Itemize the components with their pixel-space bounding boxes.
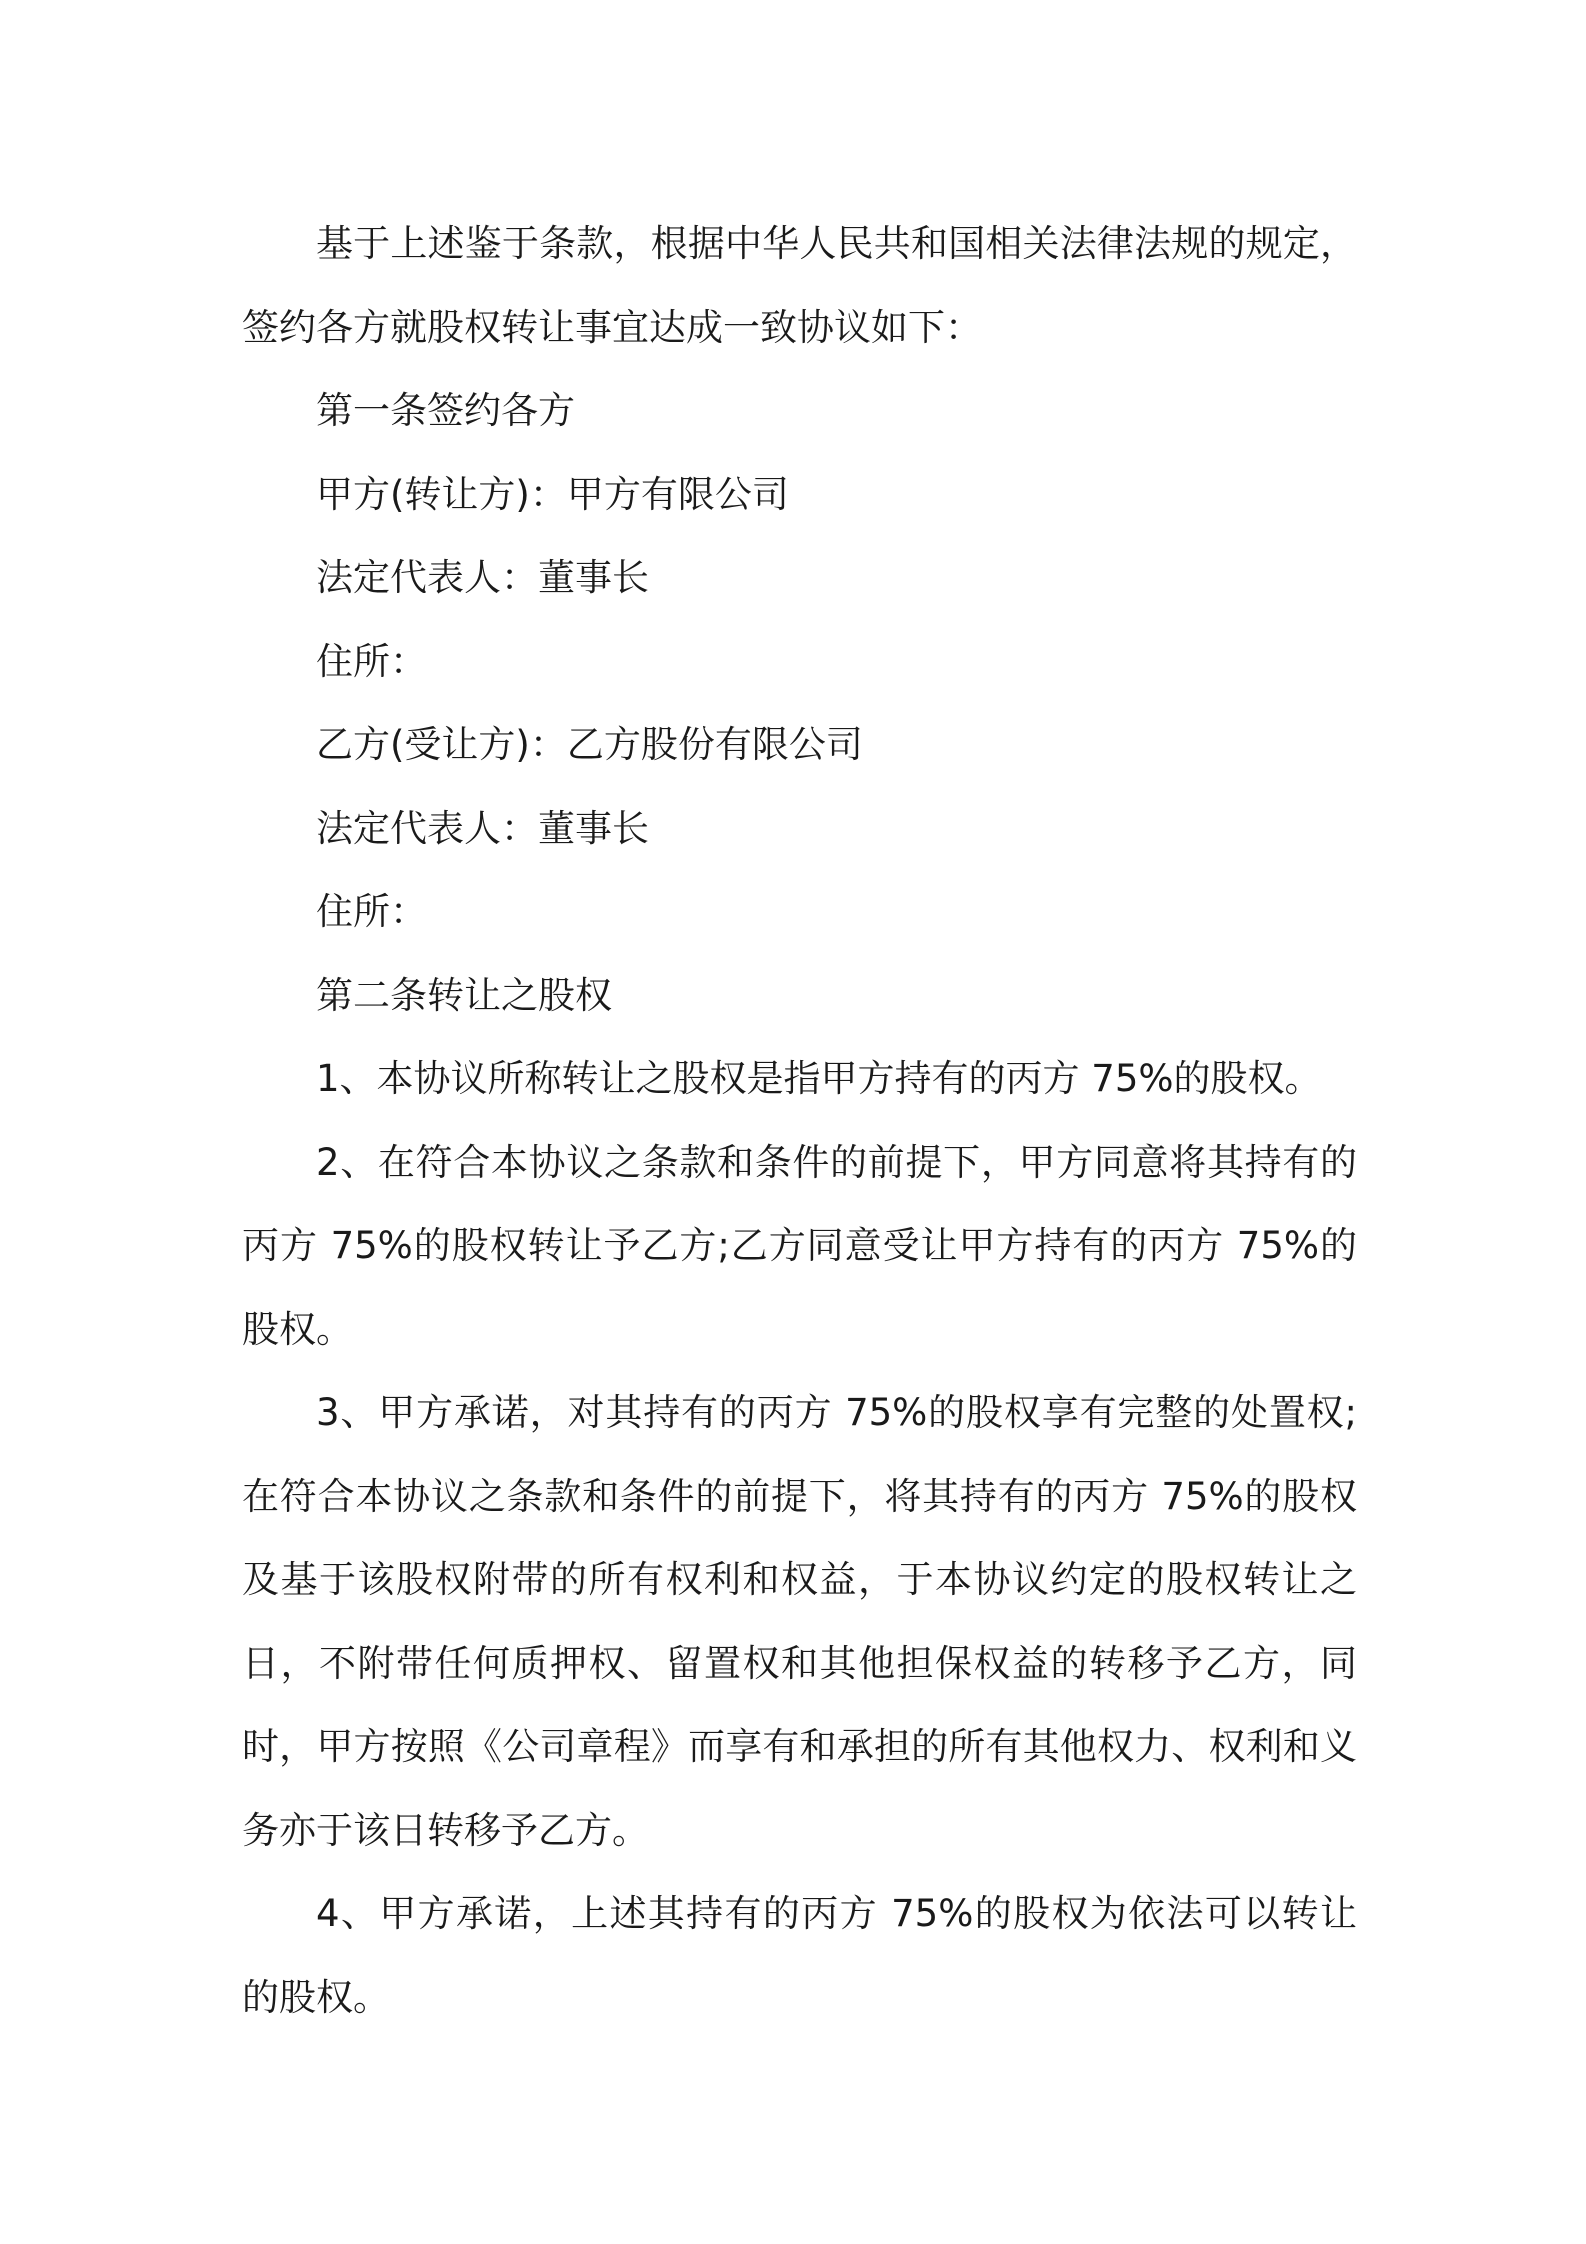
clause-3: 3、甲方承诺，对其持有的丙方 75%的股权享有完整的处置权;在符合本协议之条款和条件的前提下，将其持有的丙方 75%的股权及基于该股权附带的所有权利和权益，于本协议约定的股权转让之日，不附带任何质押权、留置权和其他担保权益的转移予乙方，同时，甲方按照《公司章程》而享有和承担的所有其他权力、权利和义务亦于该日转移予乙方。: [242, 1391, 1357, 1852]
party-a-address: 住所：: [316, 639, 427, 683]
party-b-address: 住所：: [316, 890, 427, 933]
document-page: [242, 202, 1357, 2039]
article-2-title: 第二条转让之股权: [316, 973, 612, 1017]
party-b-representative: 法定代表人：董事长: [316, 806, 649, 850]
clause-2: 2、在符合本协议之条款和条件的前提下，甲方同意将其持有的丙方 75%的股权转让予乙方;乙方同意受让甲方持有的丙方 75%的股权。: [242, 1140, 1357, 1351]
party-a-representative: 法定代表人：董事长: [316, 556, 649, 599]
intro-paragraph: 基于上述鉴于条款，根据中华人民共和国相关法律法规的规定，签约各方就股权转让事宜达成一致协议如下：: [242, 222, 1357, 349]
clause-4: 4、甲方承诺，上述其持有的丙方 75%的股权为依法可以转让的股权。: [242, 1892, 1357, 2019]
party-b-line: 乙方(受让方)：乙方股份有限公司: [316, 723, 863, 766]
article-1-title: 第一条签约各方: [316, 389, 575, 432]
clause-1: 1、本协议所称转让之股权是指甲方持有的丙方 75%的股权。: [316, 1057, 1322, 1100]
party-a-line: 甲方(转让方)：甲方有限公司: [316, 472, 789, 516]
